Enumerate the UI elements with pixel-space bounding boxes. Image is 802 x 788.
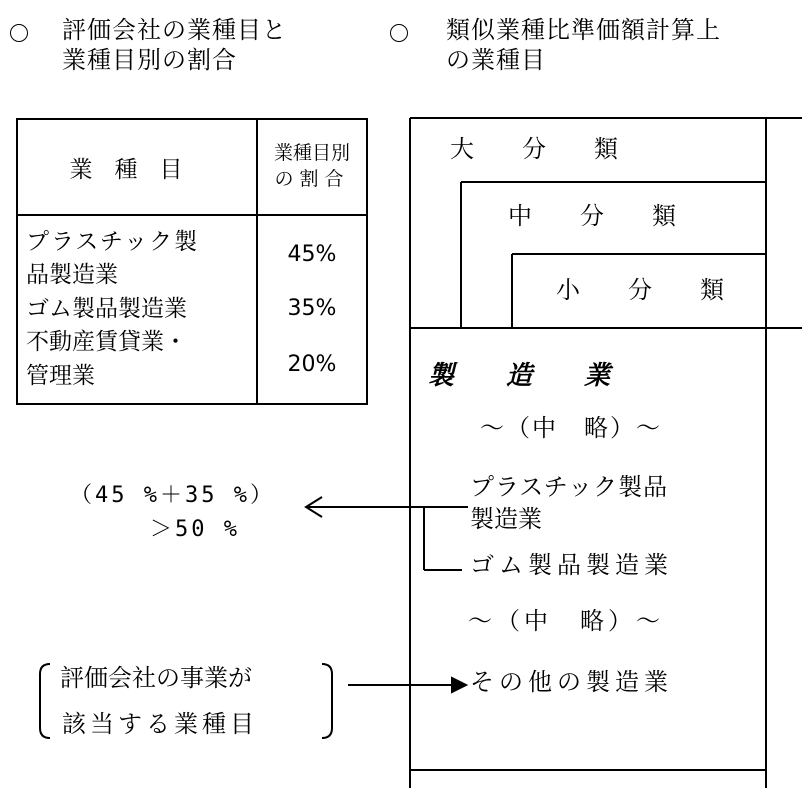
note-bracket-left [40, 664, 50, 738]
header-ratio-line1: 業種目別 [273, 142, 350, 165]
major-classification: 大 分 類 [450, 135, 618, 163]
industry-realestate-line1: 不動産賃貸業・ [26, 329, 187, 356]
omitted-label-1: ～（中 略）～ [480, 414, 662, 442]
left-heading-line2: 業種目別の割合 [62, 46, 237, 74]
note-bracket-right [322, 664, 332, 738]
right-arrow-head-icon [452, 678, 466, 692]
industry-plastic-line1: プラスチック製 [26, 229, 200, 256]
applicable-note-line2: 該当する業種目 [62, 710, 258, 738]
right-heading-line2: の業種目 [446, 46, 546, 74]
applicable-note-line1: 評価会社の事業が [60, 664, 252, 692]
industry-rubber: ゴム製品製造業 [26, 295, 187, 322]
right-heading-line1: 類似業種比準価額計算上 [446, 16, 721, 44]
header-industry: 業種目 [17, 119, 257, 215]
industry-plastic-line2: 品製造業 [26, 262, 118, 289]
calc-note-line2: ＞50 % [150, 517, 240, 542]
industry-realestate-line2: 管理業 [26, 362, 95, 389]
rubber-industry: ゴム製品製造業 [470, 551, 673, 579]
other-manufacturing: その他の製造業 [470, 668, 673, 696]
minor-classification: 小 分 類 [556, 276, 724, 304]
plastic-industry-line1: プラスチック製品 [470, 473, 669, 501]
omitted-label-2: ～（中 略）～ [468, 607, 664, 635]
ratio-realestate: 20% [287, 352, 337, 377]
plastic-industry-line2: 製造業 [470, 505, 542, 533]
calc-note-line1: （45 %＋35 %） [70, 483, 275, 508]
ratio-plastic: 45% [287, 242, 337, 267]
left-heading-line1: 評価会社の業種目と [62, 16, 287, 44]
manufacturing-label: 製 造 業 [428, 361, 611, 391]
medium-classification: 中 分 類 [508, 202, 676, 230]
header-ratio-line2: の割合 [274, 168, 350, 190]
ratio-rubber: 35% [287, 296, 337, 321]
